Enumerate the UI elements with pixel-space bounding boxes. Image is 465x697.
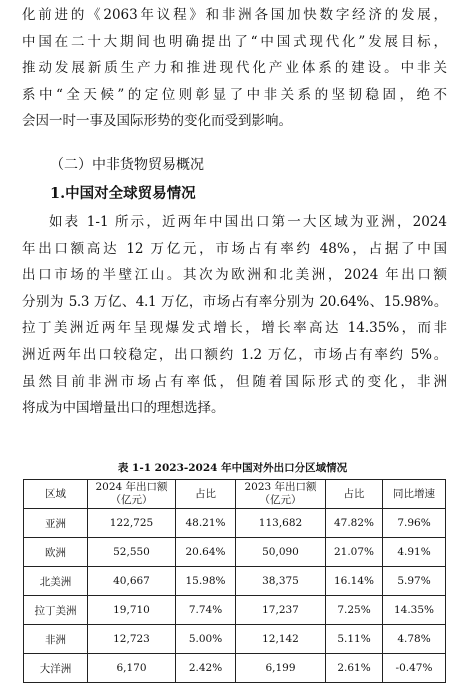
table-caption: 表 1-1 2023-2024 年中国对外出口分区域情况 [117, 462, 348, 474]
subsection-heading: 1.中国对全球贸易情况 [50, 185, 196, 202]
paragraph-line: 会因一时一事及国际形势的变化而受到影响。 [22, 113, 292, 130]
cell-export-2023: 12,142 [236, 625, 326, 654]
header-region: 区域 [24, 480, 88, 509]
cell-share-2024: 2.42% [176, 654, 236, 683]
paragraph-line: 出口市场的半壁江山。其次为欧洲和北美洲，2024 年出口额 [22, 267, 447, 284]
paragraph-line: 系中“全天候”的定位则彰显了中非关系的坚韧稳固，绝不 [22, 86, 447, 103]
cell-export-2024: 52,550 [88, 538, 176, 567]
paragraph-line: 推动发展新质生产力和推进现代化产业体系的建设。中非关 [22, 60, 447, 77]
cell-export-2023: 38,375 [236, 567, 326, 596]
table-header-row [24, 480, 446, 509]
intro-paragraph [22, 2, 447, 135]
cell-growth: 4.78% [383, 625, 446, 654]
cell-region: 亚洲 [24, 509, 88, 538]
header-export-2023-line1: 2023 年出口额 [244, 481, 317, 493]
paragraph-line: 年出口额高达 12 万亿元，市场占有率约 48%，占据了中国 [22, 240, 447, 257]
header-export-2024-line2: （亿元） [110, 494, 153, 506]
cell-region: 大洋洲 [24, 654, 88, 683]
paragraph-line: 将成为中国增量出口的理想选择。 [22, 400, 225, 417]
header-export-2024-line1: 2024 年出口额 [95, 481, 168, 493]
cell-export-2024: 122,725 [88, 509, 176, 538]
export-table [23, 479, 446, 683]
cell-export-2024: 40,667 [88, 567, 176, 596]
cell-export-2023: 50,090 [236, 538, 326, 567]
paragraph-line: 虽然目前非洲市场占有率低，但随着国际形式的变化，非洲 [22, 373, 447, 390]
paragraph-line: 分别为 5.3 万亿、4.1 万亿，市场占有率分别为 20.64%、15.98%。 [22, 293, 447, 310]
cell-growth: 7.96% [383, 509, 446, 538]
paragraph-line: 化前进的《2063年议程》和非洲各国加快数字经济的发展， [22, 7, 447, 23]
table-row [24, 625, 446, 654]
cell-export-2023: 6,199 [236, 654, 326, 683]
header-share-2024: 占比 [176, 480, 236, 509]
cell-export-2024: 19,710 [88, 596, 176, 625]
paragraph-line: 如表 1-1 所示，近两年中国出口第一大区域为亚洲，2024 [49, 214, 447, 230]
cell-share-2023: 47.82% [326, 509, 383, 538]
cell-share-2023: 7.25% [326, 596, 383, 625]
cell-share-2024: 20.64% [176, 538, 236, 567]
cell-export-2024: 6,170 [88, 654, 176, 683]
cell-share-2024: 5.00% [176, 625, 236, 654]
cell-export-2023: 113,682 [236, 509, 326, 538]
cell-share-2023: 2.61% [326, 654, 383, 683]
cell-export-2024: 12,723 [88, 625, 176, 654]
cell-region: 拉丁美洲 [24, 596, 88, 625]
header-export-2023 [236, 480, 326, 509]
cell-share-2023: 16.14% [326, 567, 383, 596]
table-row [24, 567, 446, 596]
paragraph-line: 中国在二十大期间也明确提出了“中国式现代化”发展目标， [22, 33, 447, 50]
cell-share-2023: 21.07% [326, 538, 383, 567]
section-heading: （二）中非货物贸易概况 [50, 157, 204, 173]
cell-share-2023: 5.11% [326, 625, 383, 654]
header-share-2023: 占比 [326, 480, 383, 509]
cell-share-2024: 48.21% [176, 509, 236, 538]
header-growth: 同比增速 [383, 480, 446, 509]
header-export-2023-line2: （亿元） [259, 494, 302, 506]
cell-growth: 14.35% [383, 596, 446, 625]
header-export-2024 [88, 480, 176, 509]
cell-growth: 5.97% [383, 567, 446, 596]
cell-share-2024: 7.74% [176, 596, 236, 625]
table-row [24, 538, 446, 567]
table-row [24, 596, 446, 625]
body-paragraph [22, 209, 447, 422]
cell-region: 欧洲 [24, 538, 88, 567]
paragraph-line: 洲近两年出口较稳定，出口额约 1.2 万亿，市场占有率约 5%。 [22, 346, 447, 363]
table-row [24, 654, 446, 683]
cell-share-2024: 15.98% [176, 567, 236, 596]
paragraph-line: 拉丁美洲近两年呈现爆发式增长，增长率高达 14.35%，而非 [22, 320, 447, 337]
cell-growth: -0.47% [383, 654, 446, 683]
cell-region: 非洲 [24, 625, 88, 654]
cell-export-2023: 17,237 [236, 596, 326, 625]
cell-growth: 4.91% [383, 538, 446, 567]
table-row [24, 509, 446, 538]
cell-region: 北美洲 [24, 567, 88, 596]
